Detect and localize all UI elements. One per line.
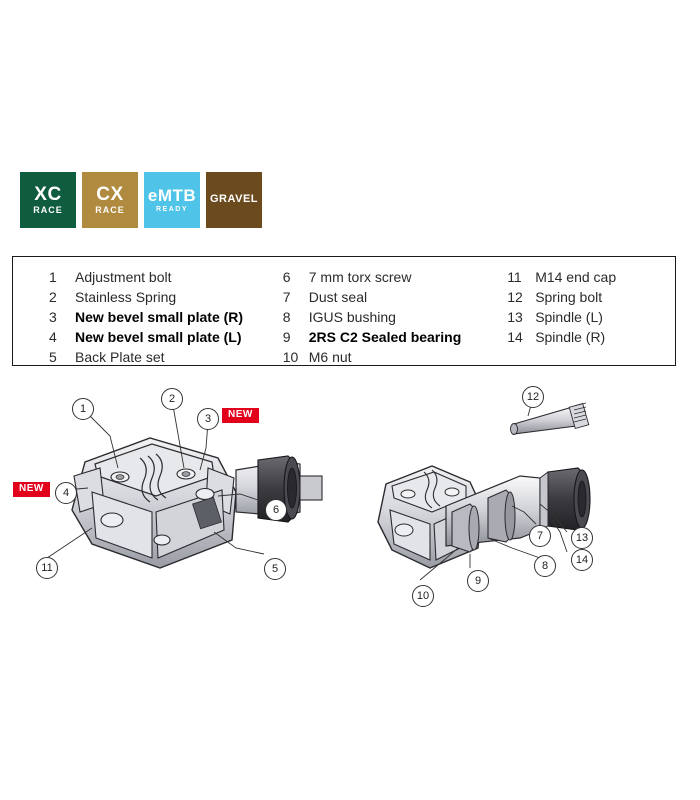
legend-item-label: Stainless Spring: [75, 289, 177, 305]
parts-legend: [12, 256, 676, 366]
legend-item: [507, 269, 675, 285]
legend-item-label: New bevel small plate (R): [75, 309, 244, 325]
legend-item-number: 1: [49, 269, 57, 285]
callout-12: 12: [522, 386, 544, 408]
xc-race-badge: [20, 172, 76, 228]
cx-race-badge: [82, 172, 138, 228]
legend-item-number: 4: [49, 329, 57, 345]
legend-item-label: Spring bolt: [535, 289, 603, 305]
xc-race-badge-sub: RACE: [33, 205, 63, 215]
callout-2: 2: [161, 388, 183, 410]
legend-item-label: IGUS bushing: [308, 309, 396, 325]
legend-item: [49, 329, 273, 345]
right-pedal-exploded: [378, 403, 590, 568]
callout-4: 4: [55, 482, 77, 504]
legend-item-number: 9: [282, 329, 291, 345]
gravel-badge: [206, 172, 262, 228]
new-tag-top: NEW: [222, 408, 259, 423]
callout-13: 13: [571, 527, 593, 549]
legend-item-label: Spindle (L): [535, 309, 603, 325]
legend-item: [283, 309, 497, 325]
legend-item-number: 13: [507, 309, 523, 325]
legend-item-number: 6: [282, 269, 291, 285]
legend-item-label: 2RS C2 Sealed bearing: [308, 329, 462, 345]
legend-item: [507, 289, 675, 305]
legend-column-3: [497, 269, 675, 365]
callout-5: 5: [264, 558, 286, 580]
category-badges: [20, 172, 262, 228]
cx-race-badge-sub: RACE: [95, 205, 125, 215]
gravel-badge-main: GRAVEL: [209, 192, 259, 205]
exploded-pedal-diagram: [0, 372, 700, 622]
callout-1: 1: [72, 398, 94, 420]
callout-9: 9: [467, 570, 489, 592]
callout-10: 10: [412, 585, 434, 607]
legend-item: [283, 329, 497, 345]
legend-item-label: Dust seal: [308, 289, 368, 305]
legend-item-number: 8: [282, 309, 291, 325]
legend-item-number: 3: [49, 309, 57, 325]
legend-item: [507, 329, 675, 345]
legend-item-number: 2: [49, 289, 57, 305]
pedal-illustration: [0, 372, 700, 622]
xc-race-badge-main: XC: [34, 184, 62, 205]
legend-item: [49, 309, 273, 325]
legend-item: [49, 349, 273, 365]
legend-item-label: Back Plate set: [75, 349, 165, 365]
legend-item: [283, 349, 497, 365]
legend-item-label: M14 end cap: [535, 269, 617, 285]
callout-6: 6: [265, 499, 287, 521]
legend-column-1: [13, 269, 273, 365]
legend-item: [283, 269, 497, 285]
spring-bolt-part: [511, 403, 589, 435]
legend-item: [283, 289, 497, 305]
emtb-ready-badge-sub: READY: [155, 206, 188, 213]
callout-11: 11: [36, 557, 58, 579]
legend-item: [49, 269, 273, 285]
legend-item-label: M6 nut: [308, 349, 352, 365]
callout-8: 8: [534, 555, 556, 577]
legend-item-label: New bevel small plate (L): [75, 329, 242, 345]
legend-item-label: Adjustment bolt: [75, 269, 172, 285]
cx-race-badge-main: CX: [96, 184, 124, 205]
callout-7: 7: [529, 525, 551, 547]
legend-item-label: 7 mm torx screw: [308, 269, 412, 285]
legend-item-number: 7: [282, 289, 291, 305]
legend-item-number: 5: [49, 349, 57, 365]
legend-item-label: Spindle (R): [535, 329, 606, 345]
legend-item-number: 11: [507, 269, 522, 285]
legend-column-2: [273, 269, 497, 365]
legend-item-number: 10: [282, 349, 299, 365]
callout-14: 14: [571, 549, 593, 571]
emtb-ready-badge-main: eMTB: [147, 186, 197, 205]
emtb-ready-badge: [144, 172, 200, 228]
legend-item: [507, 309, 675, 325]
legend-item: [49, 289, 273, 305]
legend-item-number: 12: [507, 289, 523, 305]
callout-3: 3: [197, 408, 219, 430]
legend-item-number: 14: [507, 329, 523, 345]
new-tag-left: NEW: [13, 482, 50, 497]
